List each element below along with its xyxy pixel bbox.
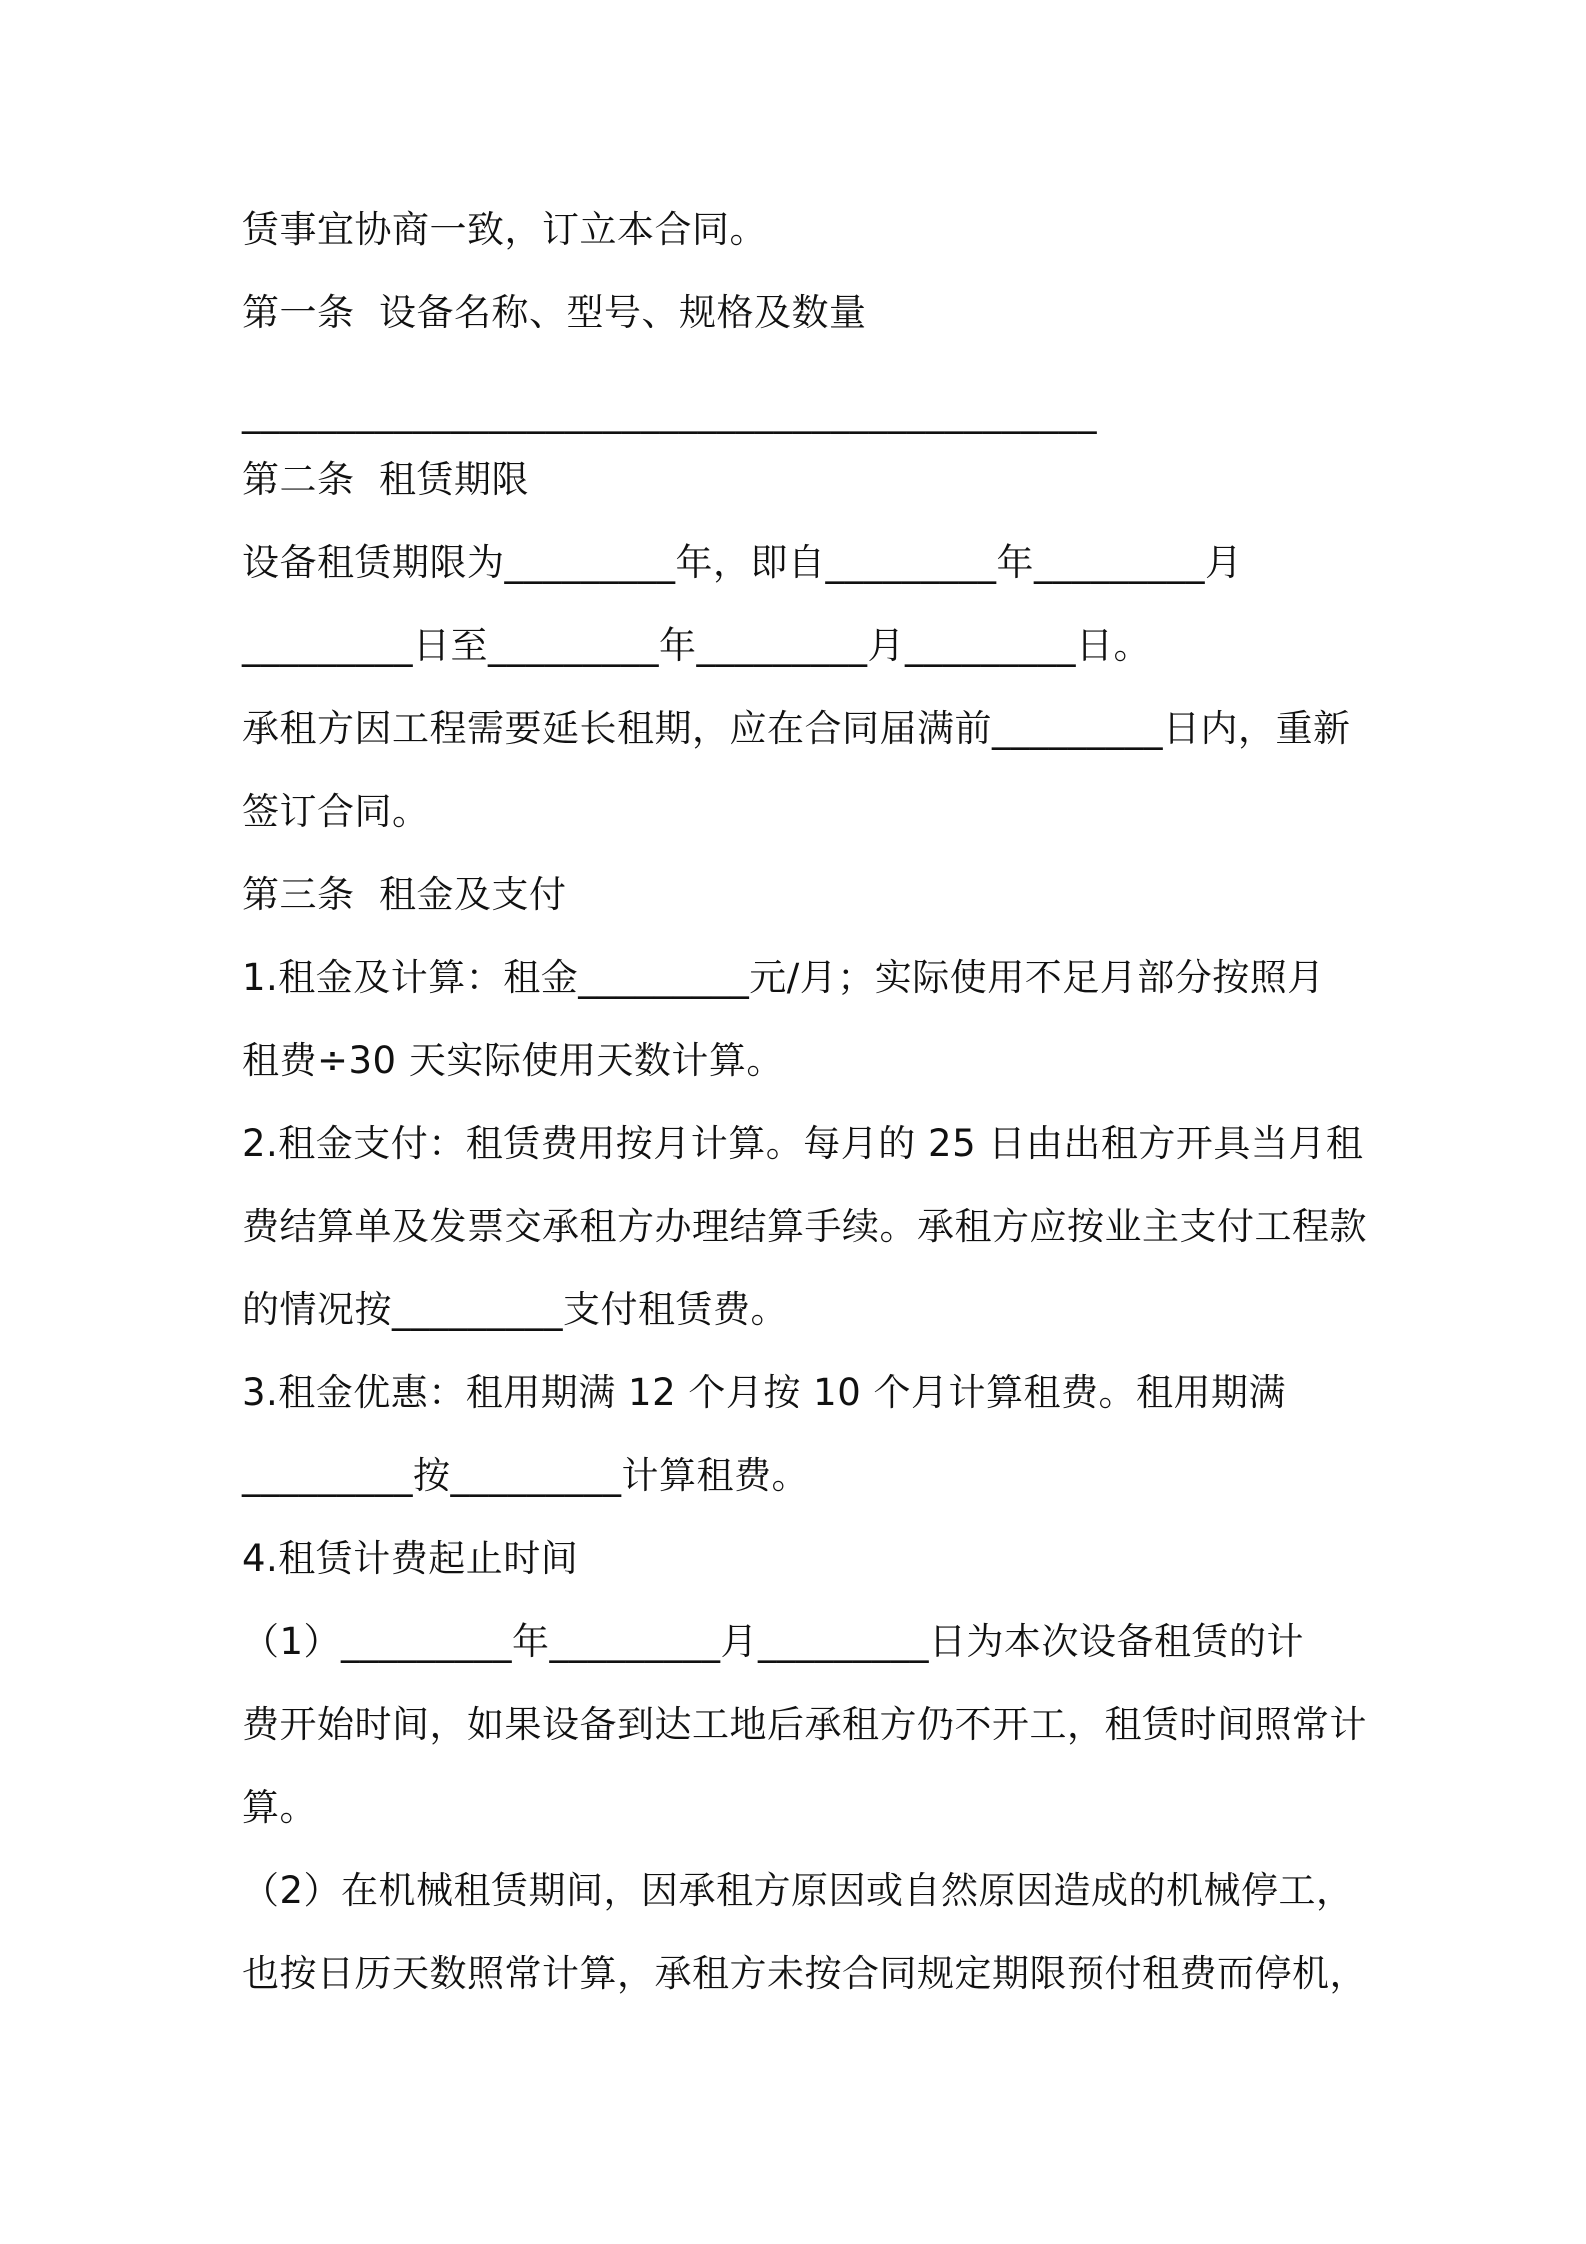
text-line-extension: 承租方因工程需要延长租期，应在合同届满前_________日内，重新: [242, 707, 1351, 750]
heading-article-2: 第二条 租赁期限: [242, 458, 530, 501]
text-line-rent-payment-2: 费结算单及发票交承租方办理结算手续。承租方应按业主支付工程款: [242, 1205, 1367, 1248]
text-line-intro: 赁事宜协商一致，订立本合同。: [242, 208, 767, 251]
heading-billing-time: 4.租赁计费起止时间: [242, 1537, 579, 1580]
text-line-lease-dates: _________日至_________年_________月_________日。: [242, 624, 1151, 667]
text-line-billing-start-2: 费开始时间，如果设备到达工地后承租方仍不开工，租赁时间照常计: [242, 1703, 1367, 1746]
text-line-rent-discount: 3.租金优惠：租用期满 12 个月按 10 个月计算租费。租用期满: [242, 1371, 1287, 1414]
text-line-downtime-2: 也按日历天数照常计算，承租方未按合同规定期限预付租费而停机，: [242, 1952, 1367, 1995]
text-line-rent-calc-cont: 租费÷30 天实际使用天数计算。: [242, 1039, 784, 1082]
text-line-lease-period: 设备租赁期限为_________年，即自_________年_________月: [242, 541, 1243, 584]
text-line-downtime: （2）在机械租赁期间，因承租方原因或自然原因造成的机械停工，: [242, 1869, 1354, 1912]
text-line-rent-payment: 2.租金支付：租赁费用按月计算。每月的 25 日由出租方开具当月租: [242, 1122, 1364, 1165]
text-line-rent-calc: 1.租金及计算：租金_________元/月；实际使用不足月部分按照月: [242, 956, 1325, 999]
text-line-rent-discount-2: _________按_________计算租费。: [242, 1454, 809, 1497]
heading-article-3: 第三条 租金及支付: [242, 873, 567, 916]
blank-underline-line: _____________________________________________: [242, 391, 1097, 434]
text-line-rent-payment-3: 的情况按_________支付租赁费。: [242, 1288, 788, 1331]
text-line-billing-start: （1）_________年_________月_________日为本次设备租赁的计: [242, 1620, 1305, 1663]
text-line-extension-cont: 签订合同。: [242, 790, 430, 833]
text-line-billing-start-3: 算。: [242, 1786, 317, 1829]
heading-article-1: 第一条 设备名称、型号、规格及数量: [242, 291, 867, 334]
